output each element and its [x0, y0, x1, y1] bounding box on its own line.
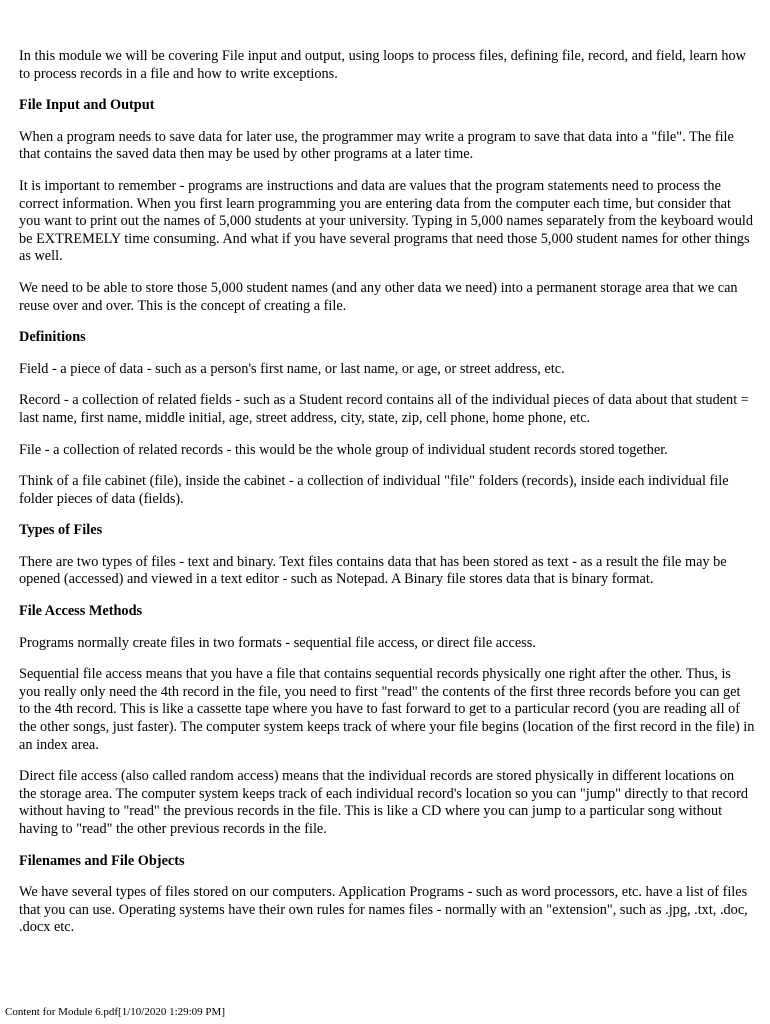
definition-field: Field - a piece of data - such as a person's first name, or last name, or age, or street address, etc. — [19, 360, 565, 377]
page-footer: Content for Module 6.pdf[1/10/2020 1:29:09 PM] — [5, 1006, 225, 1018]
section-heading-types: Types of Files — [19, 522, 103, 539]
paragraph: We need to be able to store those 5,000 student names (and any other data we need) into a permanent storage area that we can reuse over and over. This is the concept of creating a file. — [19, 279, 738, 314]
section-heading-definitions: Definitions — [19, 329, 86, 346]
section-heading-access: File Access Methods — [19, 603, 143, 620]
document-body — [19, 48, 755, 951]
paragraph: We have several types of files stored on our computers. Application Programs - such as word processors, etc. have a list of files that you can use. Operating systems have their own rules for names files - normally with an "extension", such as .jpg, .txt, .doc, .docx etc. — [19, 884, 748, 936]
paragraph: Think of a file cabinet (file), inside the cabinet - a collection of individual "file" folders (records), inside each individual file folder pieces of data (fields). — [19, 473, 729, 507]
intro-paragraph: In this module we will be covering File input and output, using loops to process files, defining file, record, and field, learn how to process records in a file and how to write exceptions. — [19, 48, 747, 82]
paragraph: When a program needs to save data for later use, the programmer may write a program to save that data into a "file". The file that contains the saved data then may be used by other programs at a later time. — [19, 128, 734, 163]
definition-file: File - a collection of related records - this would be the whole group of individual student records stored together. — [19, 441, 668, 458]
paragraph: It is important to remember - programs are instructions and data are values that the program statements need to process the correct information. When you first learn programming you are entering data from the computer each time, but consider that you want to print out the names of 5,000 students at your university. Typing in 5,000 names separately from the keyboard would be EXTREMELY time consuming. And what if you have several programs that need those 5,000 student names for other things as well. — [19, 177, 753, 265]
paragraph: Sequential file access means that you have a file that contains sequential records physically one right after the other. Thus, is you really only need the 4th record in the file, you need to first "read" the contents of the first three records before you can get to the 4th record. This is like a cassette tape where you have to fast forward to get to a particular record (you are reading all of the other songs, just faster). The computer system keeps track of where your file begins (location of the first record in the file) in an index area. — [19, 666, 755, 753]
section-heading-file-io: File Input and Output — [19, 97, 155, 114]
paragraph: Direct file access (also called random access) means that the individual records are stored physically in different locations on the storage area. The computer system keeps track of each individual record's location so you can "jump" directly to that record without having to "read" the previous records in the file. This is like a CD where you can jump to a particular song without having to "read" the other previous records in the file. — [19, 768, 748, 837]
definition-record: Record - a collection of related fields - such as a Student record contains all of the individual pieces of data about that student = last name, first name, middle initial, age, street address, city, state, zip, cell phone, home phone, etc. — [19, 392, 749, 426]
paragraph: Programs normally create files in two formats - sequential file access, or direct file access. — [19, 634, 536, 651]
section-heading-filenames: Filenames and File Objects — [19, 852, 185, 869]
paragraph: There are two types of files - text and binary. Text files contains data that has been stored as text - as a result the file may be opened (accessed) and viewed in a text editor - such as Notepad. A Binary file stores data that is binary format. — [19, 553, 727, 588]
